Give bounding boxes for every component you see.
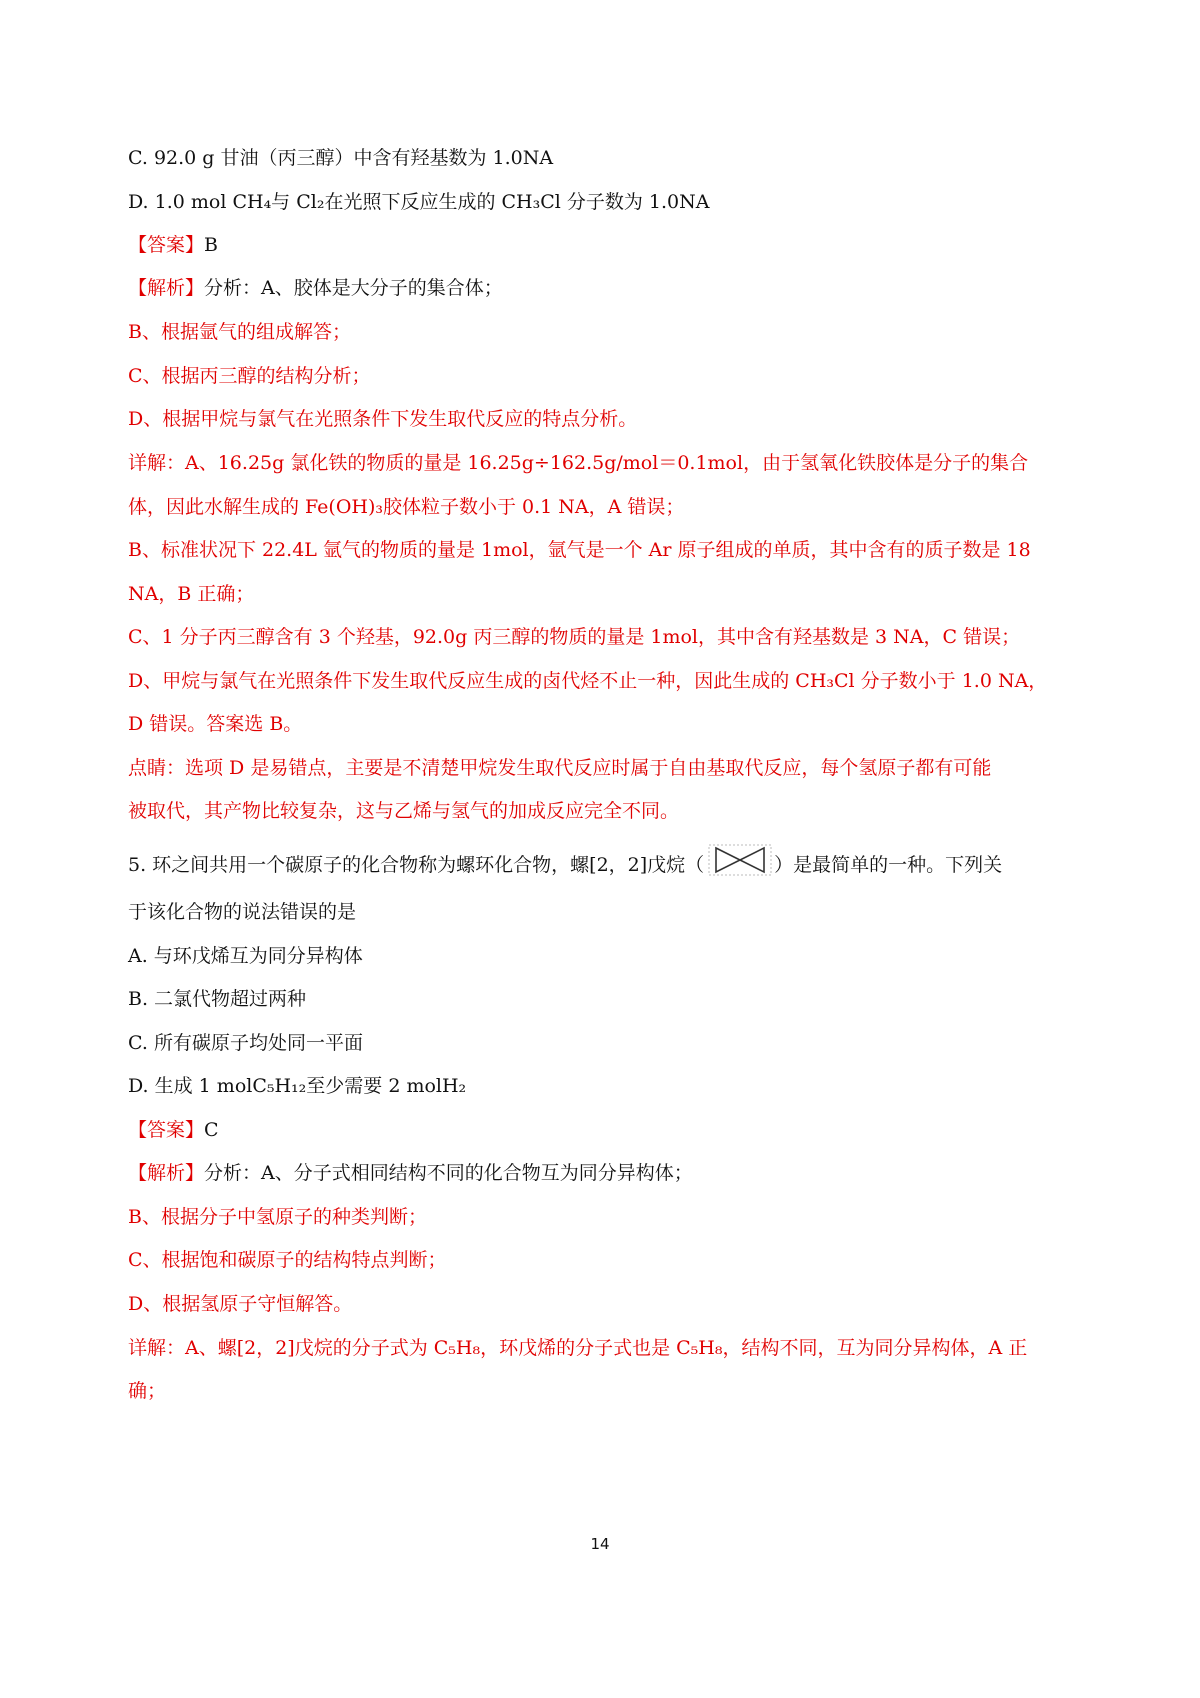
answer-tag: 【答案】 <box>128 1119 205 1141</box>
q4-detail-line: D 错误。答案选 B。 <box>128 713 303 735</box>
q4-comment-line: 被取代，其产物比较复杂，这与乙烯与氢气的加成反应完全不同。 <box>128 800 680 822</box>
analysis-tag: 【解析】 <box>128 277 205 299</box>
q5-answer <box>128 1118 219 1142</box>
q5-stem-text-after: ）是最简单的一种。下列关 <box>774 854 1003 876</box>
q5-option-b: B. 二氯代物超过两种 <box>128 988 307 1010</box>
q4-comment-line: 点睛：选项 D 是易错点，主要是不清楚甲烷发生取代反应时属于自由基取代反应，每个氢原子都有可能 <box>128 757 992 779</box>
q4-detail-line: B、标准状况下 22.4L 氩气的物质的量是 1mol，氩气是一个 Ar 原子组成的单质，其中含有的质子数是 18 <box>128 539 1031 561</box>
q4-detail-line: 详解：A、16.25g 氯化铁的物质的量是 16.25g÷162.5g/mol＝0.1mol，由于氢氧化铁胶体是分子的集合 <box>128 452 1029 474</box>
q4-answer <box>128 233 218 257</box>
q5-analysis <box>128 1161 693 1185</box>
q5-analysis-line: B、根据分子中氢原子的种类判断； <box>128 1206 427 1228</box>
q5-option-a: A. 与环戊烯互为同分异构体 <box>128 945 363 967</box>
q4-analysis <box>128 276 503 300</box>
q4-detail-line: C、1 分子丙三醇含有 3 个羟基，92.0g 丙三醇的物质的量是 1mol，其中含有羟基数是 3 NA，C 错误； <box>128 626 1021 648</box>
answer-tag: 【答案】 <box>128 234 205 256</box>
q4-detail-line: D、甲烷与氯气在光照条件下发生取代反应生成的卤代烃不止一种，因此生成的 CH₃Cl 分子数小于 1.0 NA， <box>128 670 1048 692</box>
q5-option-c: C. 所有碳原子均处同一平面 <box>128 1032 363 1054</box>
q4-detail-line: NA，B 正确； <box>128 583 255 605</box>
q5-detail-line: 确； <box>128 1380 167 1402</box>
q5-option-d: D. 生成 1 molC₅H₁₂至少需要 2 molH₂ <box>128 1075 467 1097</box>
analysis-text: 分析：A、分子式相同结构不同的化合物互为同分异构体； <box>204 1162 693 1184</box>
q5-stem-line2: 于该化合物的说法错误的是 <box>128 901 357 923</box>
analysis-text: 分析：A、胶体是大分子的集合体； <box>204 277 503 299</box>
q4-detail-line: 体，因此水解生成的 Fe(OH)₃胶体粒子数小于 0.1 NA，A 错误； <box>128 496 685 518</box>
page-number: 14 <box>590 1535 610 1553</box>
q5-analysis-line: D、根据氢原子守恒解答。 <box>128 1293 353 1315</box>
q4-analysis-line: B、根据氩气的组成解答； <box>128 321 351 343</box>
q5-stem-text: 5. 环之间共用一个碳原子的化合物称为螺环化合物，螺[2，2]戊烷（ <box>128 854 705 876</box>
q5-detail-line: 详解：A、螺[2，2]戊烷的分子式为 C₅H₈，环戊烯的分子式也是 C₅H₈，结构不同，互为同分异构体，A 正 <box>128 1337 1028 1359</box>
q4-analysis-line: D、根据甲烷与氯气在光照条件下发生取代反应的特点分析。 <box>128 408 638 430</box>
answer-value: C <box>204 1119 219 1141</box>
analysis-tag: 【解析】 <box>128 1162 205 1184</box>
q4-analysis-line: C、根据丙三醇的结构分析； <box>128 365 371 387</box>
answer-value: B <box>204 234 218 256</box>
q5-stem <box>128 848 1002 884</box>
spiropentane-structure-diagram <box>708 842 772 884</box>
q4-option-d: D. 1.0 mol CH₄与 Cl₂在光照下反应生成的 CH₃Cl 分子数为 1.0NA <box>128 191 710 213</box>
q5-analysis-line: C、根据饱和碳原子的结构特点判断； <box>128 1249 447 1271</box>
q4-option-c: C. 92.0 g 甘油（丙三醇）中含有羟基数为 1.0NA <box>128 147 554 169</box>
